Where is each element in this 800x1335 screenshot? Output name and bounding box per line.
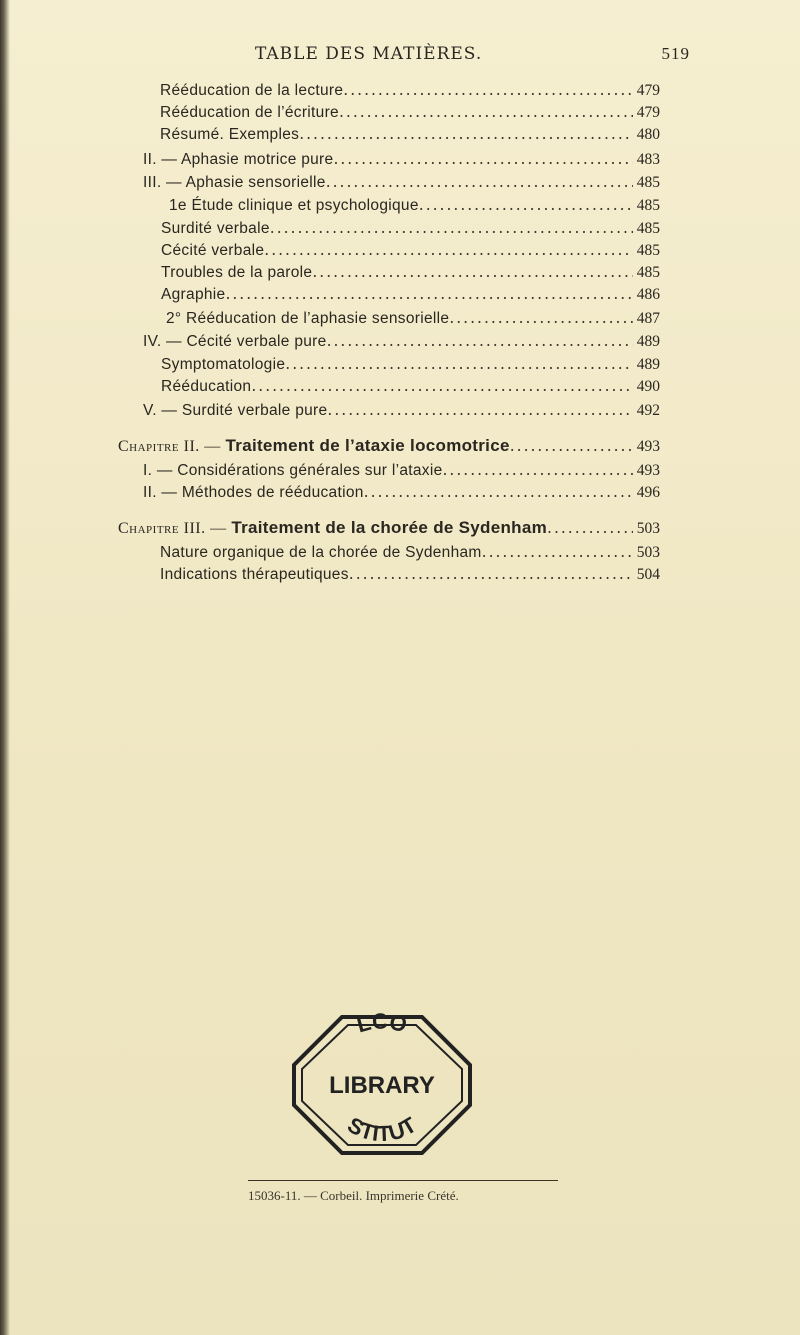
svg-text:LCO: LCO [353,1008,410,1038]
toc-entry: Rééducation ..... 490 [161,377,660,397]
toc-entry: 2° Rééducation de l’aphasie sensorielle ..... 487 [166,309,660,329]
toc-entry: II. — Aphasie motrice pure ..... 483 [143,150,660,170]
toc-entry: Rééducation de la lecture ..... 479 [160,81,660,101]
toc-entry: Cécité verbale ..... 485 [161,241,660,261]
chapter-heading: Chapitre III. — Traitement de la chorée de Sydenham ..... 503 [118,518,660,538]
toc-entry: III. — Aphasie sensorielle ..... 485 [143,173,660,193]
toc-entry: Agraphie ..... 486 [161,285,660,305]
toc-entry: 1e Étude clinique et psychologique ..... 485 [169,196,660,216]
page-edge-shadow [0,0,10,1335]
imprint-footer [248,1188,568,1204]
toc-entry: Troubles de la parole ..... 485 [161,263,660,283]
toc-entry: II. — Méthodes de rééducation ..... 496 [143,483,660,503]
toc-entry: V. — Surdité verbale pure ..... 492 [143,401,660,421]
svg-text:STITUT: STITUT [343,1112,421,1147]
page-title: TABLE DES MATIÈRES. [255,44,483,64]
toc-entry: Résumé. Exemples ..... 480 [160,125,660,145]
toc-entry: I. — Considérations générales sur l’ataxie ..... 493 [143,461,660,481]
chapter-heading: Chapitre II. — Traitement de l’ataxie locomotrice ..... 493 [118,436,660,456]
toc-entry: IV. — Cécité verbale pure ..... 489 [143,332,660,352]
toc-entry: Rééducation de l’écriture ..... 479 [160,103,660,123]
toc-entry: Indications thérapeutiques ..... 504 [160,565,660,585]
imprint-text: 15036-11. — Corbeil. Imprimerie Crété. [248,1188,459,1203]
toc-entry: Nature organique de la chorée de Sydenham ..... 503 [160,543,660,563]
footer-rule [248,1180,558,1181]
library-stamp-icon [282,1005,482,1165]
svg-text:LIBRARY: LIBRARY [329,1072,435,1099]
toc-entry: Symptomatologie ..... 489 [161,355,660,375]
toc-entry: Surdité verbale ..... 485 [161,219,660,239]
page-number: 519 [661,44,690,63]
